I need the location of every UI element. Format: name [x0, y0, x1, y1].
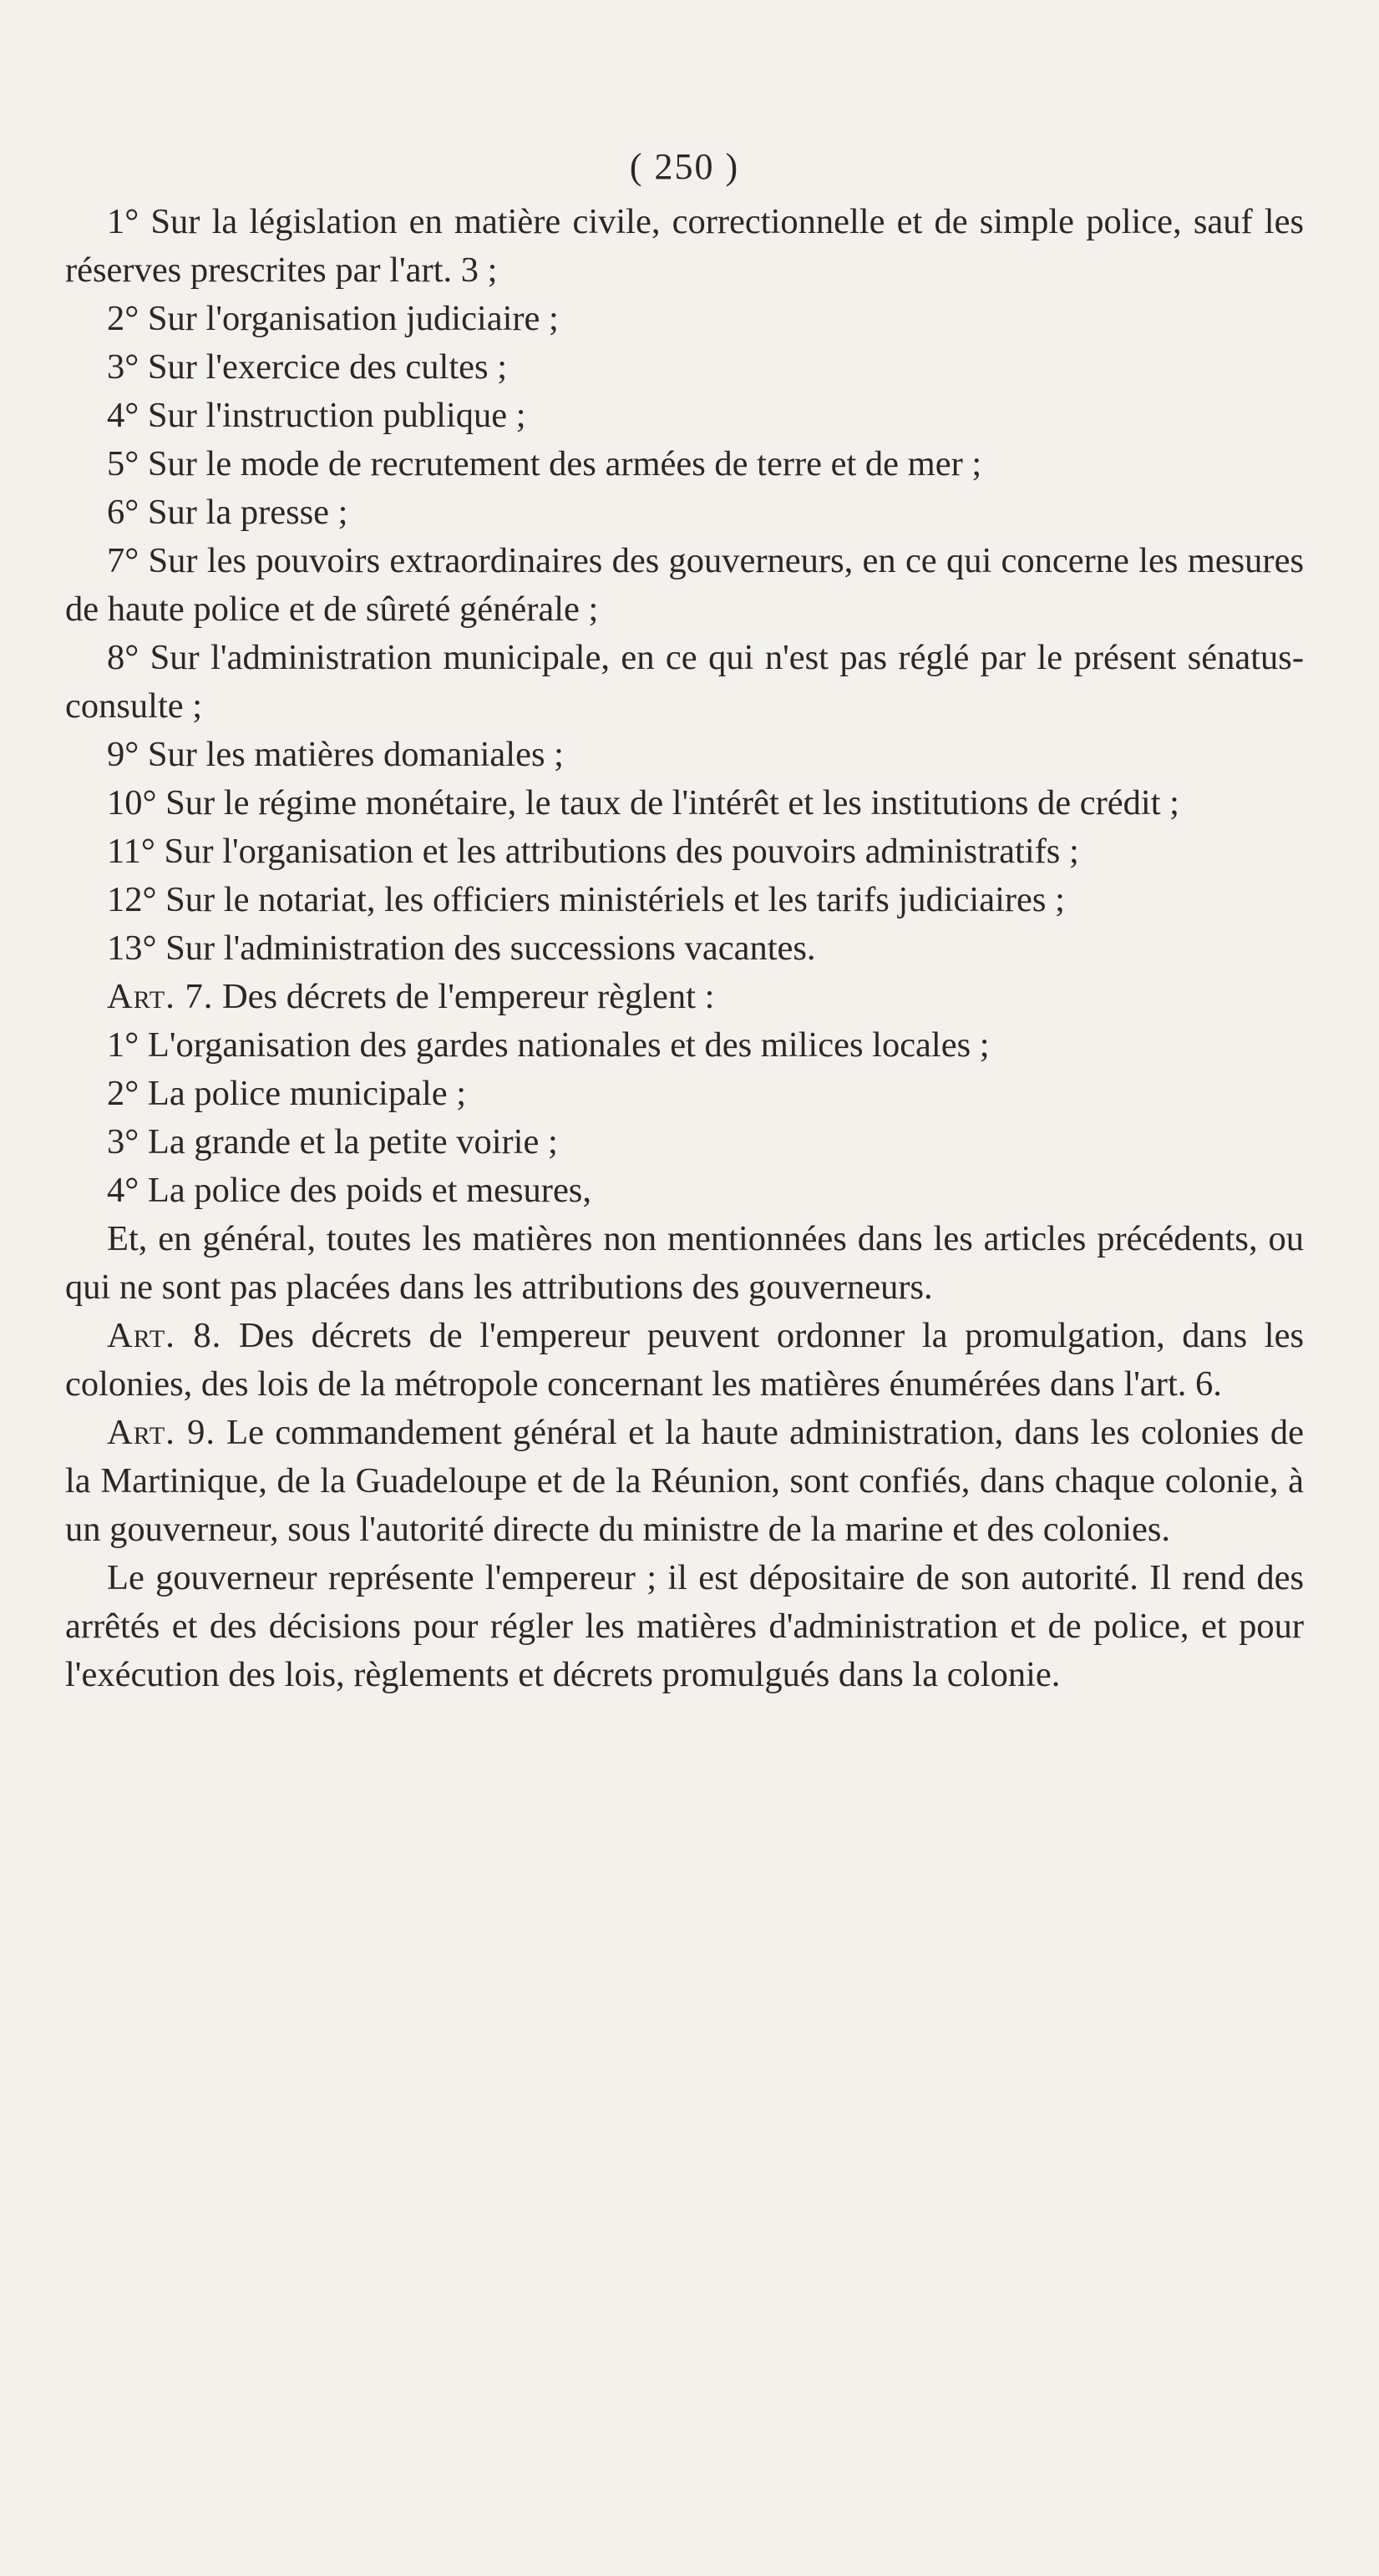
list-item-4: 4° Sur l'instruction publique ;: [107, 396, 526, 435]
list-item-8: 8° Sur l'administration municipale, en ce qui n'est pas réglé par le présent sénatus-consulte ;: [65, 638, 1304, 726]
page-number: ( 250 ): [629, 146, 740, 187]
article-9-text: Le commandement général et la haute administration, dans les colonies de la Martinique, de la Guadeloupe et de la Réunion, sont confiés, dans chaque colonie, à un gouverneur, sous l'autorité directe du ministre de la marine et des colonies.: [65, 1413, 1304, 1549]
article-7: [65, 973, 1304, 1021]
article-7-label: Art. 7.: [107, 977, 214, 1016]
list-item-6: 6° Sur la presse ;: [107, 493, 348, 532]
closing-paragraph: Le gouverneur représente l'empereur ; il est dépositaire de son autorité. Il rend des arrêtés et des décisions pour régler les matières d'administration et de police, et pour l'exécution des lois, règlements et décrets promulgués dans la colonie.: [65, 1558, 1304, 1694]
list-item-5: 5° Sur le mode de recrutement des armées de terre et de mer ;: [107, 444, 982, 483]
article-7-item-2: 2° La police municipale ;: [107, 1074, 467, 1113]
list-item-10: 10° Sur le régime monétaire, le taux de l'intérêt et les institutions de crédit ;: [107, 783, 1179, 822]
list-item-9: 9° Sur les matières domaniales ;: [107, 735, 564, 774]
list-item-7: 7° Sur les pouvoirs extraordinaires des gouverneurs, en ce qui concerne les mesures de haute police et de sûreté générale ;: [65, 541, 1304, 629]
article-7-item-3: 3° La grande et la petite voirie ;: [107, 1122, 558, 1161]
list-item-2: 2° Sur l'organisation judiciaire ;: [107, 299, 559, 338]
article-8-text: Des décrets de l'empereur peuvent ordonner la promulgation, dans les colonies, des lois de la métropole concernant les matières énumérées dans l'art. 6.: [65, 1316, 1304, 1404]
article-7-item-1: 1° L'organisation des gardes nationales et des milices locales ;: [107, 1025, 990, 1065]
list-item-3: 3° Sur l'exercice des cultes ;: [107, 347, 507, 387]
article-9-label: Art. 9.: [107, 1413, 215, 1452]
list-item-1: 1° Sur la législation en matière civile, correctionnelle et de simple police, sauf les réserves prescrites par l'art. 3 ;: [65, 202, 1304, 290]
list-item-11: 11° Sur l'organisation et les attributions des pouvoirs administratifs ;: [107, 832, 1079, 871]
list-item-12: 12° Sur le notariat, les officiers ministériels et les tarifs judiciaires ;: [107, 880, 1065, 919]
article-7-closing: Et, en général, toutes les matières non mentionnées dans les articles précédents, ou qui ne sont pas placées dans les attributions des gouverneurs.: [65, 1219, 1304, 1307]
article-8: [65, 1312, 1304, 1409]
article-8-label: Art. 8.: [107, 1316, 222, 1355]
article-7-item-4: 4° La police des poids et mesures,: [107, 1171, 591, 1210]
article-9: [65, 1409, 1304, 1554]
body-text: [65, 198, 1304, 1699]
list-item-13: 13° Sur l'administration des successions vacantes.: [107, 929, 816, 968]
article-7-intro: Des décrets de l'empereur règlent :: [213, 977, 715, 1016]
